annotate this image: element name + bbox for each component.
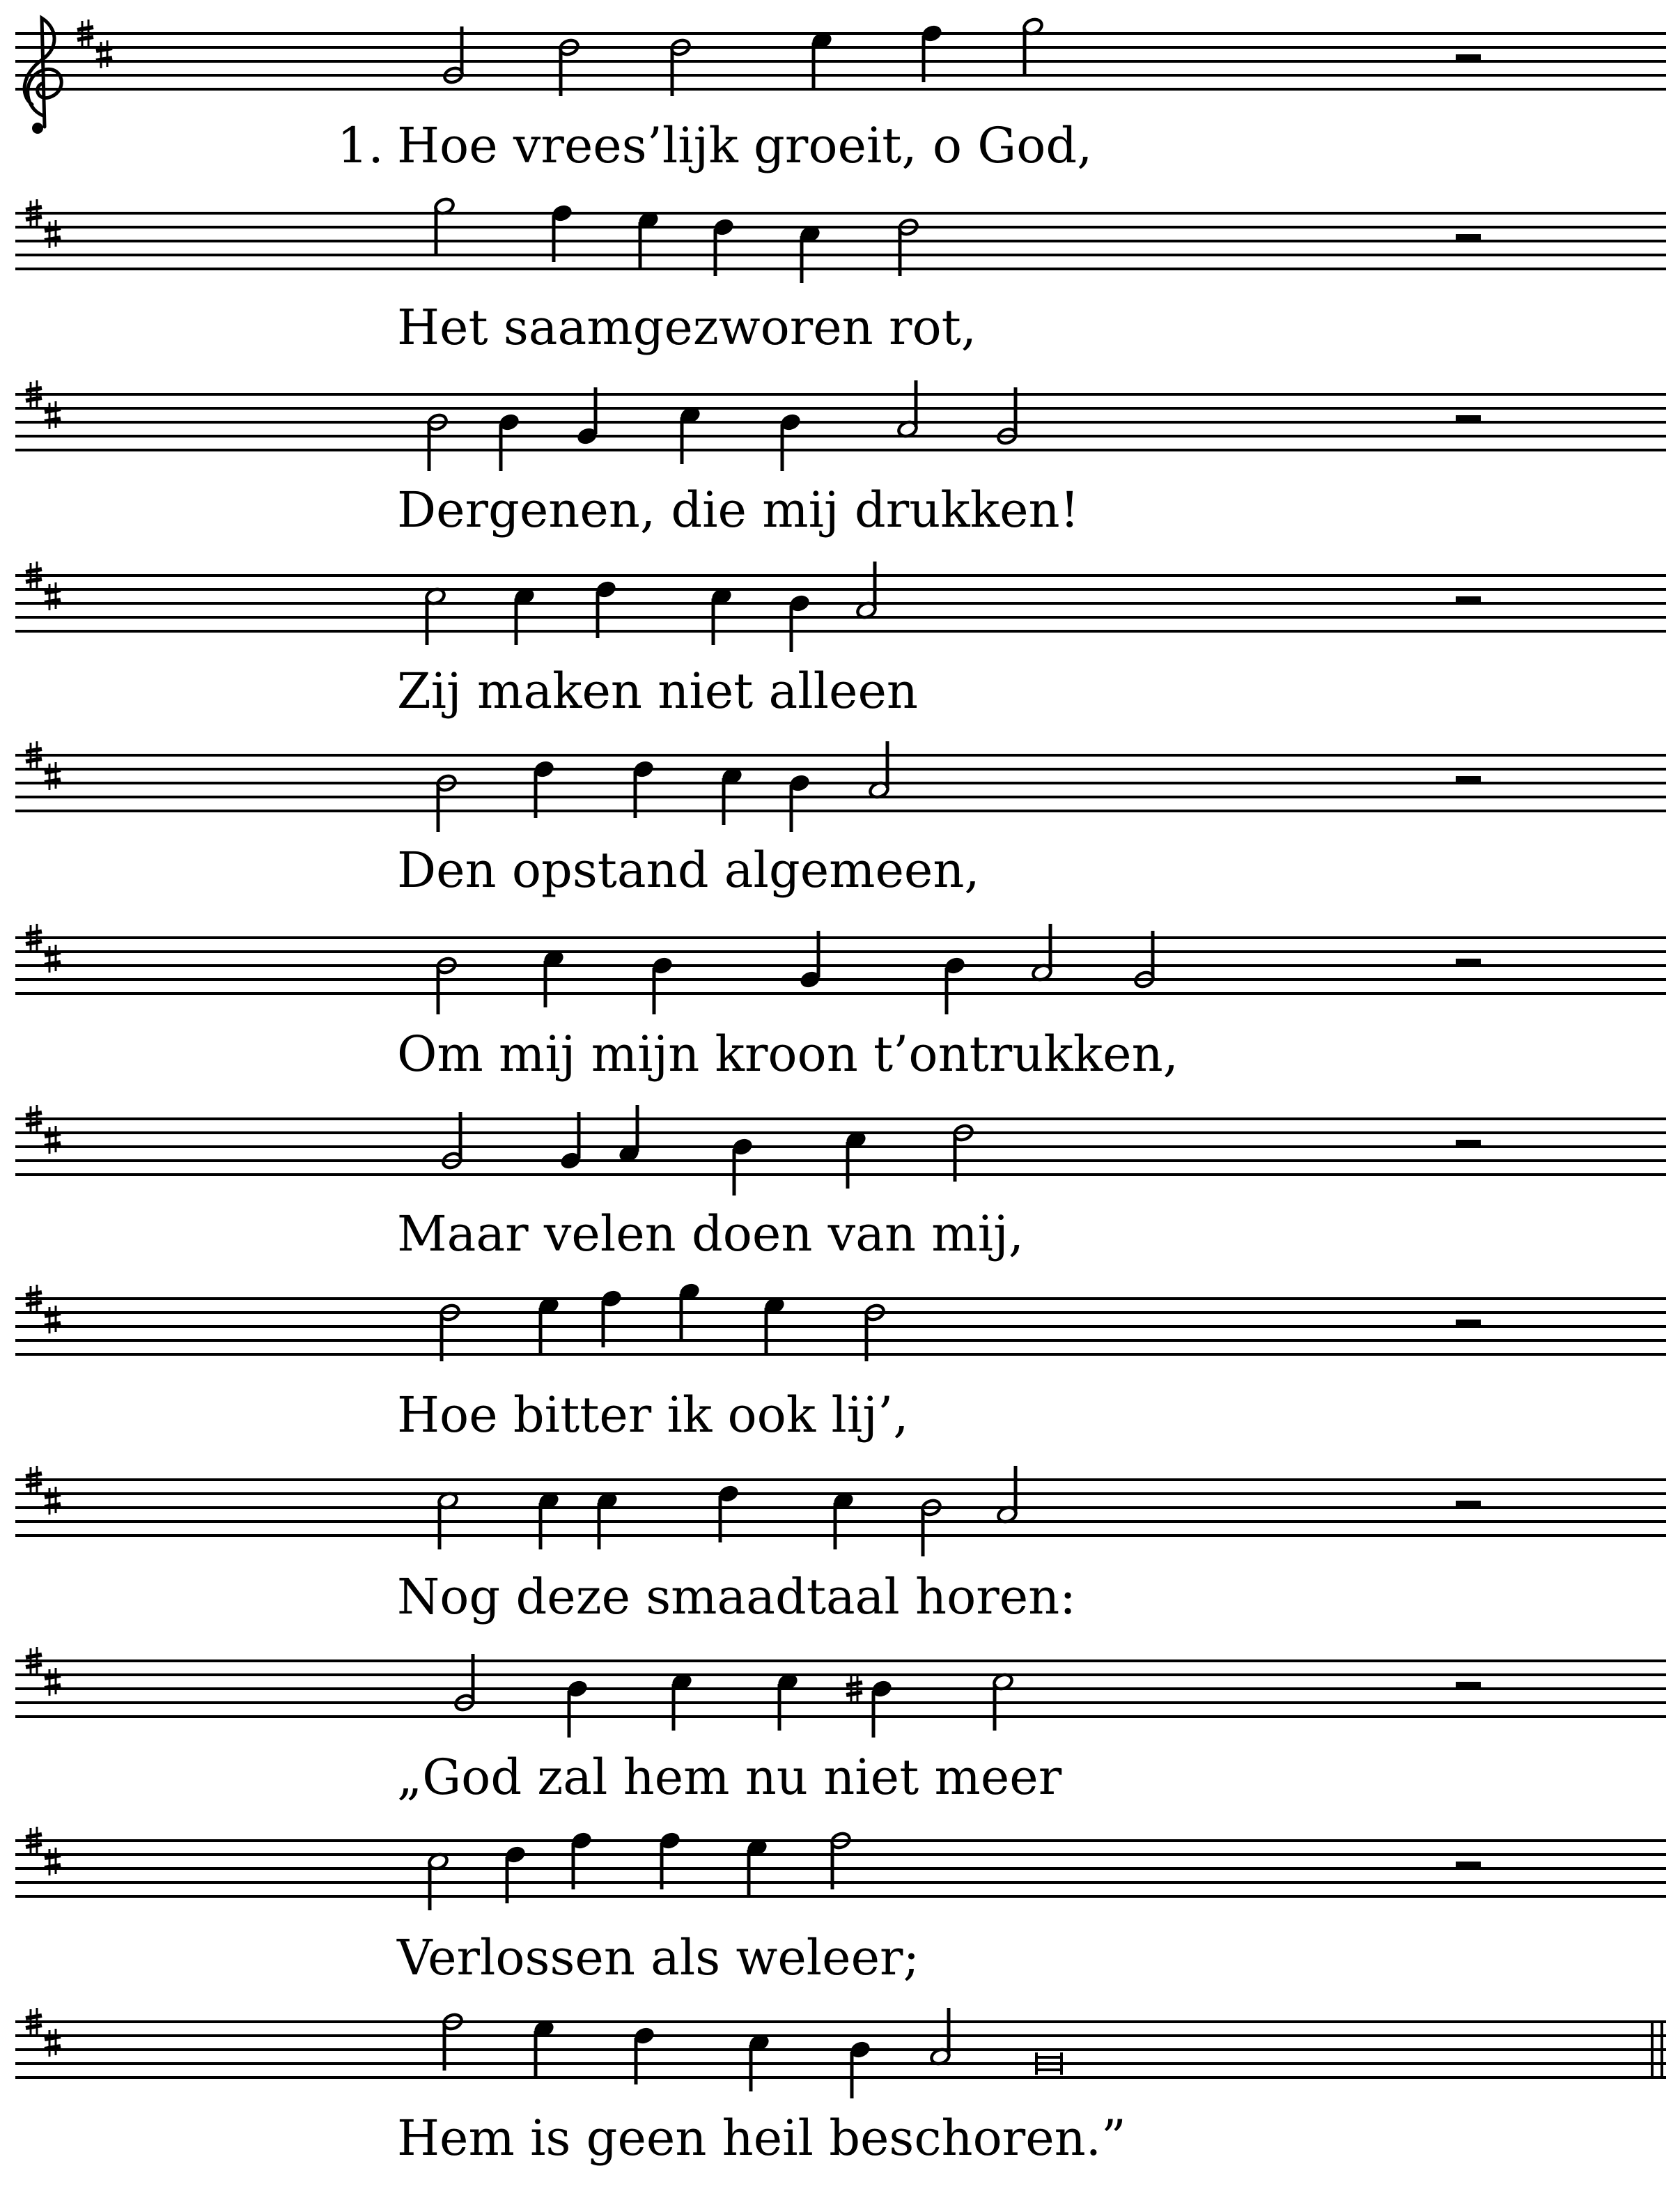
staff-system [15,1466,1666,1625]
staff-system [15,17,1666,174]
half-rest-icon [1456,415,1481,422]
staff-lines [15,394,1666,450]
quarter-note [659,1831,680,1889]
sharp-icon [45,1848,61,1875]
half-rest-icon [1456,1862,1481,1869]
half-rest-icon [1456,1320,1481,1326]
half-rest-icon [1456,596,1481,603]
staff-lines [15,755,1666,811]
lyric-line: Verlossen als weleer; [397,1929,920,1986]
quarter-note [551,203,573,262]
quarter-note [788,773,810,832]
staff-lines [15,213,1666,269]
quarter-note [651,956,673,1014]
staff-system [15,1647,1666,1806]
staff-system [15,1282,1666,1444]
lyric-line: Zij maken niet alleen [397,663,918,720]
quarter-note [717,1484,739,1542]
sharp-icon [45,762,61,790]
quarter-note [846,1675,893,1738]
quarter-note [576,387,598,446]
staff-system [15,2008,1666,2167]
quarter-note [504,1845,526,1903]
lyric-line: Het saamgezworen rot, [397,299,977,356]
staff-system [15,196,1666,356]
quarter-note [633,2026,655,2084]
staff-system [15,380,1666,539]
lyric-line: Hoe vrees’lijk groeit, o God, [397,117,1093,174]
staff-lines [15,1661,1666,1717]
half-rest-icon [1456,959,1481,966]
staff-system [15,741,1666,899]
treble-clef-tail-icon [32,123,43,134]
half-rest-icon [1456,776,1481,783]
quarter-note [632,759,654,818]
staff-system [15,1105,1666,1262]
quarter-note [788,594,810,652]
quarter-note [921,24,942,82]
half-rest-icon [1456,1682,1481,1689]
lyric-line: Om mij mijn kroon t’ontrukken, [397,1026,1179,1083]
quarter-note [595,580,616,638]
lyric-line: Hoe bitter ik ook lij’, [397,1386,909,1444]
lyric-line: „God zal hem nu niet meer [397,1749,1062,1806]
sharp-icon [45,945,61,973]
quarter-note [566,1679,588,1738]
lyric-line: Den opstand algemeen, [397,842,980,899]
sharp-icon [96,40,112,68]
lyric-line: Nog deze smaadtaal horen: [397,1568,1076,1625]
staff-lines [15,575,1666,631]
quarter-note [600,1289,622,1347]
staff-lines [15,33,1666,89]
sharp-icon [45,220,61,248]
staff-lines [15,1299,1666,1354]
staff-lines [15,2022,1666,2078]
quarter-note [570,1831,592,1889]
staff-lines [15,938,1666,993]
quarter-note [849,2040,871,2098]
sharp-icon [45,582,61,610]
staff-system [15,924,1666,1083]
quarter-note [731,1137,753,1196]
staff-system [15,562,1666,720]
quarter-note [779,412,801,471]
quarter-note [498,412,520,471]
lyric-line: Dergenen, die mij drukken! [397,481,1080,539]
verse-number: 1. [337,117,384,174]
sharp-icon [45,1487,61,1515]
half-rest-icon [1456,1140,1481,1147]
quarter-note [944,956,965,1014]
half-rest-icon [1456,54,1481,61]
sharp-icon [45,1668,61,1696]
lyric-line: Maar velen doen van mij, [397,1205,1025,1262]
staff-lines [15,1119,1666,1175]
quarter-note [799,931,820,989]
quarter-note [559,1112,581,1170]
staff-system [15,1827,1666,1986]
quarter-note [533,759,554,818]
sharp-icon [45,1126,61,1154]
quarter-note [713,217,734,276]
half-rest-icon [1456,234,1481,241]
sharp-icon [45,1306,61,1333]
sharp-icon [45,401,61,429]
sharp-icon [45,2029,61,2057]
lyric-line: Hem is geen heil beschoren.” [397,2110,1126,2167]
half-rest-icon [1456,1501,1481,1508]
